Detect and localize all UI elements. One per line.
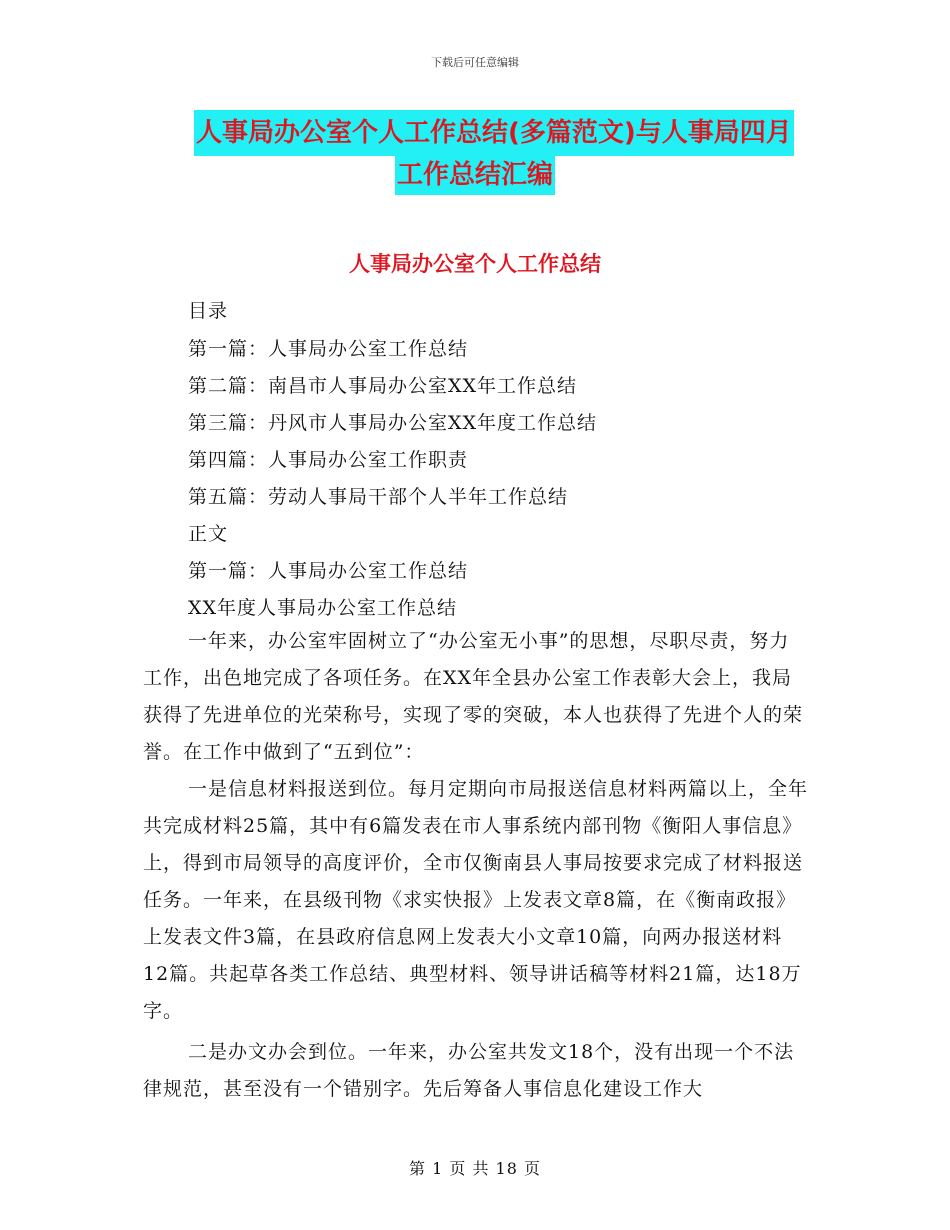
body-paragraph: 一年来，办公室牢固树立了“办公室无小事”的思想，尽职尽责，努力工作，出色地完成了各项任务。在XX年全县办公室工作表彰大会上，我局获得了先进单位的光荣称号，实现了零的突破，本人也获得了先进个人的荣誉。在工作中做到了“五到位”： [143,630,804,763]
chapter-heading: 第一篇：人事局办公室工作总结 [188,560,469,582]
document-title [190,110,810,156]
document-title-line2-wrap [0,155,950,195]
section-title: 人事局办公室个人工作总结 [349,252,601,276]
body-paragraph: 一是信息材料报送到位。每月定期向市局报送信息材料两篇以上，全年共完成材料25篇，其中有6篇发表在市人事系统内部刊物《衡阳人事信息》上，得到市局领导的高度评价，全市仅衡南县人事局按要求完成了材料报送任务。一年来，在县级刊物《求实快报》上发表文章8篇，在《衡南政报》上发表文件3篇，在县政府信息网上发表大小文章10篇，向两办报送材料12篇。共起草各类工作总结、典型材料、领导讲话稿等材料21篇，达18万字。 [143,778,809,1022]
toc-item: 第二篇：南昌市人事局办公室XX年工作总结 [188,375,578,397]
toc-item: 第一篇：人事局办公室工作总结 [188,338,469,360]
toc-item: 第四篇：人事局办公室工作职责 [188,449,469,471]
chapter-subtitle: XX年度人事局办公室工作总结 [188,597,458,619]
document-title-line2: 工作总结汇编 [395,155,555,195]
page-footer: 第 1 页 共 18 页 [409,1159,541,1178]
toc-item: 第三篇：丹风市人事局办公室XX年度工作总结 [188,412,598,434]
toc-label: 目录 [188,300,229,322]
body-paragraph: 二是办文办会到位。一年来，办公室共发文18个，没有出现一个不法律规范，甚至没有一个错别字。先后筹备人事信息化建设工作大 [143,1041,795,1100]
document-title-line1: 人事局办公室个人工作总结(多篇范文)与人事局四月 [194,110,794,156]
header-note: 下载后可任意编辑 [431,56,519,69]
toc-item: 第五篇：劳动人事局干部个人半年工作总结 [188,486,569,508]
body-label: 正文 [188,523,229,545]
